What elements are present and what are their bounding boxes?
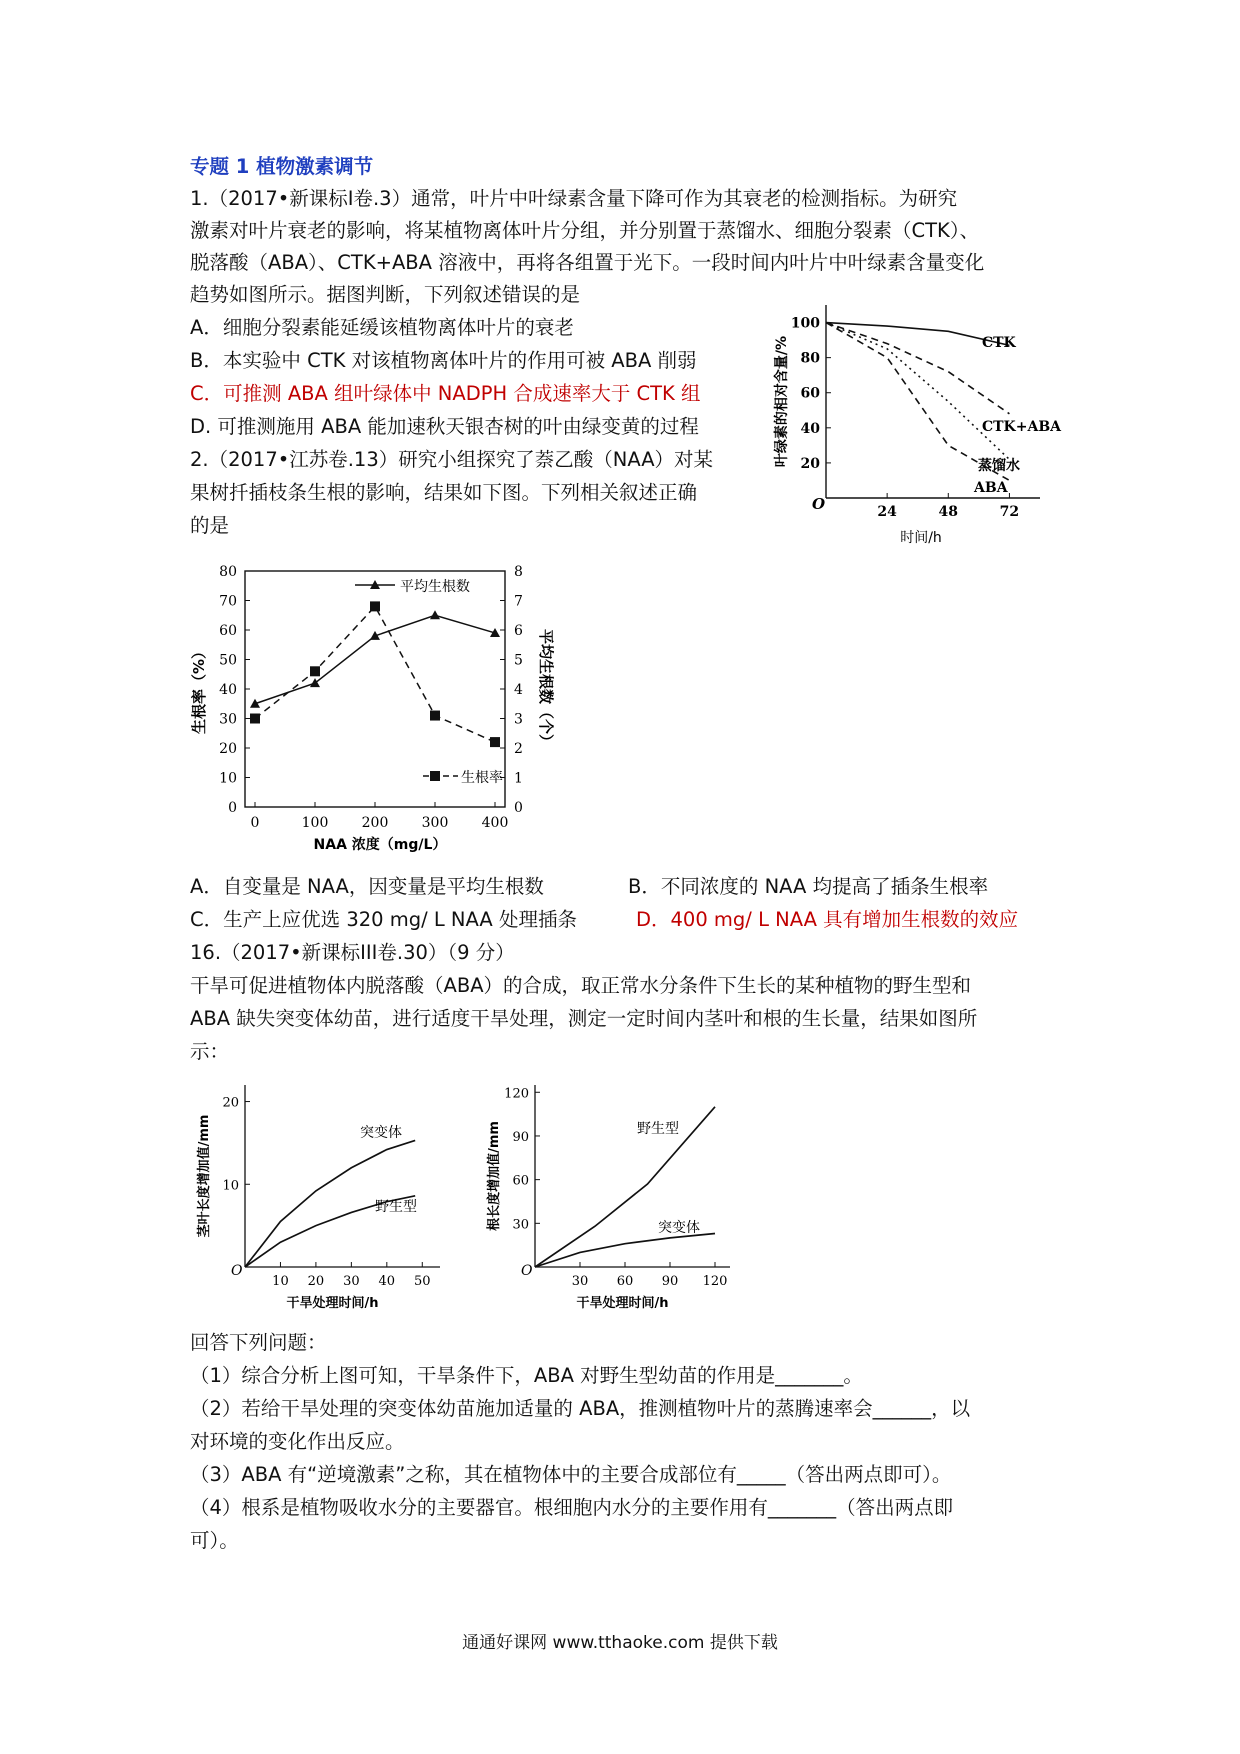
y-tick-label: 10 [219, 770, 237, 787]
q2-option-a: A．自变量是 NAA，因变量是平均生根数 [190, 875, 544, 898]
x-axis-title: 干旱处理时间/h [286, 1296, 379, 1311]
q16-stem-line-3: 示： [190, 1040, 230, 1063]
q16-stem-line-2: ABA 缺失突变体幼苗，进行适度干旱处理，测定一定时间内茎叶和根的生长量，结果如图所 [190, 1007, 978, 1030]
origin-label: O [521, 1263, 533, 1279]
y-tick-label: 40 [800, 420, 820, 437]
series-label: CTK+ABA [982, 419, 1062, 435]
x-tick-label: 300 [421, 815, 449, 831]
y2-tick-label: 6 [514, 623, 523, 639]
series-line-0 [255, 615, 495, 704]
chart-naa [190, 555, 590, 870]
x-tick-label: 30 [343, 1274, 360, 1289]
x-tick-label: 0 [250, 815, 260, 831]
x-tick-label: 60 [616, 1274, 634, 1289]
x-tick-label: 48 [938, 504, 959, 520]
data-point-square [490, 737, 500, 747]
q1-option-d: D. 可推测施用 ABA 能加速秋天银杏树的叶由绿变黄的过程 [190, 415, 699, 438]
y-tick-label: 80 [219, 564, 237, 580]
q1-option-a: A．细胞分裂素能延缓该植物离体叶片的衰老 [190, 316, 574, 339]
q16-sub-3: （3）ABA 有“逆境激素”之称，其在植物体中的主要合成部位有_____（答出两点即可）。 [190, 1463, 952, 1486]
y2-tick-label: 0 [514, 800, 523, 816]
series-label: 突变体 [658, 1220, 700, 1236]
x-tick-label: 30 [571, 1274, 589, 1289]
page-title: 专题 1 植物激素调节 [190, 155, 374, 178]
chart-root [480, 1075, 750, 1320]
y-tick-label: 30 [219, 711, 237, 728]
q16-heading: 16.（2017•新课标III卷.30）（9 分） [190, 941, 515, 964]
q1-stem-line-3: 脱落酸（ABA）、CTK+ABA 溶液中，再将各组置于光下。一段时间内叶片中叶绿素含量变化 [190, 251, 985, 274]
q2-stem-line-2: 果树扦插枝条生根的影响，结果如下图。下列相关叙述正确 [190, 481, 698, 504]
legend-label-rate: 生根率 [461, 770, 503, 786]
data-point-square [370, 601, 380, 611]
data-point-triangle [430, 610, 440, 619]
y-axis-title: 根长度增加值/mm [487, 1121, 502, 1231]
series-label: ABA [974, 480, 1008, 496]
x-tick-label: 10 [272, 1274, 289, 1289]
y2-tick-label: 7 [514, 593, 523, 610]
x-tick-label: 20 [307, 1274, 325, 1289]
y-tick-label: 80 [800, 350, 820, 367]
series-line-1 [535, 1234, 715, 1267]
q1-stem-line-4: 趋势如图所示。据图判断，下列叙述错误的是 [190, 283, 581, 306]
series-label: 蒸馏水 [978, 458, 1020, 474]
q2-stem-line-1: 2.（2017•江苏卷.13）研究小组探究了萘乙酸（NAA）对某 [190, 448, 714, 471]
y-tick-label: 60 [512, 1173, 529, 1189]
footer: 通通好课网 www.tthaoke.com 提供下载 [462, 1633, 778, 1653]
y2-axis-title: 平均生根数（个） [537, 628, 555, 750]
y-tick-label: 20 [222, 1095, 239, 1111]
y2-tick-label: 2 [514, 741, 523, 757]
q2-option-b: B．不同浓度的 NAA 均提高了插条生根率 [628, 875, 989, 898]
y2-tick-label: 1 [514, 770, 523, 787]
chart-stem-leaf [190, 1075, 460, 1320]
q16-answer-intro: 回答下列问题： [190, 1331, 327, 1354]
y-tick-label: 0 [228, 800, 237, 816]
q1-stem-line-2: 激素对叶片衰老的影响，将某植物离体叶片分组，并分别置于蒸馏水、细胞分裂素（CTK）、 [190, 219, 980, 242]
y-axis-title: 生根率（%） [190, 643, 208, 735]
y-tick-label: 90 [512, 1129, 529, 1145]
x-axis-title: 时间/h [900, 530, 942, 546]
y-tick-label: 60 [219, 623, 237, 639]
y-tick-label: 50 [219, 652, 237, 669]
q1-stem-line-1: 1.（2017•新课标Ⅰ卷.3）通常，叶片中叶绿素含量下降可作为其衰老的检测指标。为研究 [190, 187, 958, 210]
data-point-square [250, 714, 260, 724]
q1-option-b: B．本实验中 CTK 对该植物离体叶片的作用可被 ABA 削弱 [190, 349, 697, 372]
data-point-square [430, 711, 440, 721]
origin-label: O [231, 1263, 243, 1279]
q16-stem-line-1: 干旱可促进植物体内脱落酸（ABA）的合成，取正常水分条件下生长的某种植物的野生型和 [190, 974, 972, 997]
legend-marker-square [430, 771, 440, 781]
legend-label-avg: 平均生根数 [400, 579, 470, 595]
y-tick-label: 40 [219, 682, 237, 698]
q16-sub-1: （1）综合分析上图可知，干旱条件下，ABA 对野生型幼苗的作用是_______。 [190, 1364, 863, 1387]
x-axis-title: 干旱处理时间/h [576, 1296, 669, 1311]
q16-sub-2-cont: 对环境的变化作出反应。 [190, 1430, 405, 1453]
y2-tick-label: 5 [514, 652, 523, 669]
y-tick-label: 10 [222, 1178, 239, 1194]
y-tick-label: 20 [219, 741, 237, 757]
y-tick-label: 30 [512, 1217, 529, 1233]
q2-option-d-answer: D．400 mg/ L NAA 具有增加生根数的效应 [636, 908, 1019, 931]
y2-tick-label: 3 [514, 711, 523, 728]
y-tick-label: 70 [219, 593, 237, 610]
series-label: 突变体 [360, 1125, 402, 1141]
y-axis-title: 叶绿素的相对含量/% [774, 335, 790, 468]
y-axis-title: 茎叶长度增加值/mm [197, 1114, 212, 1238]
x-tick-label: 90 [661, 1274, 679, 1289]
q2-option-c: C．生产上应优选 320 mg/ L NAA 处理插条 [190, 908, 577, 931]
series-label: 野生型 [637, 1121, 679, 1137]
x-tick-label: 40 [378, 1274, 396, 1289]
chart-chlorophyll [770, 300, 1070, 550]
y2-tick-label: 4 [514, 682, 523, 698]
y-tick-label: 100 [790, 315, 820, 332]
q2-stem-line-3: 的是 [190, 514, 230, 537]
q16-sub-2: （2）若给干旱处理的突变体幼苗施加适量的 ABA，推测植物叶片的蒸腾速率会______，以 [190, 1397, 971, 1420]
series-label: CTK [982, 335, 1016, 351]
x-tick-label: 400 [481, 815, 509, 831]
q1-option-c-answer: C．可推测 ABA 组叶绿体中 NADPH 合成速率大于 CTK 组 [190, 382, 701, 405]
x-tick-label: 120 [702, 1274, 728, 1289]
x-axis-title: NAA 浓度（mg/L） [313, 837, 447, 853]
x-tick-label: 50 [413, 1274, 431, 1289]
y-tick-label: 60 [800, 385, 820, 402]
y-tick-label: 120 [504, 1086, 529, 1102]
q16-sub-4-cont: 可）。 [190, 1529, 239, 1552]
x-tick-label: 72 [999, 504, 1020, 520]
q16-sub-4: （4）根系是植物吸收水分的主要器官。根细胞内水分的主要作用有_______（答出两点即 [190, 1496, 954, 1519]
series-line-1 [255, 606, 495, 742]
y-tick-label: 20 [800, 455, 820, 472]
data-point-square [310, 666, 320, 676]
series-label: 野生型 [375, 1199, 417, 1215]
y2-tick-label: 8 [514, 564, 523, 580]
x-tick-label: 24 [877, 504, 897, 520]
origin-label: O [812, 495, 826, 513]
x-tick-label: 200 [361, 815, 389, 831]
x-tick-label: 100 [301, 815, 329, 831]
